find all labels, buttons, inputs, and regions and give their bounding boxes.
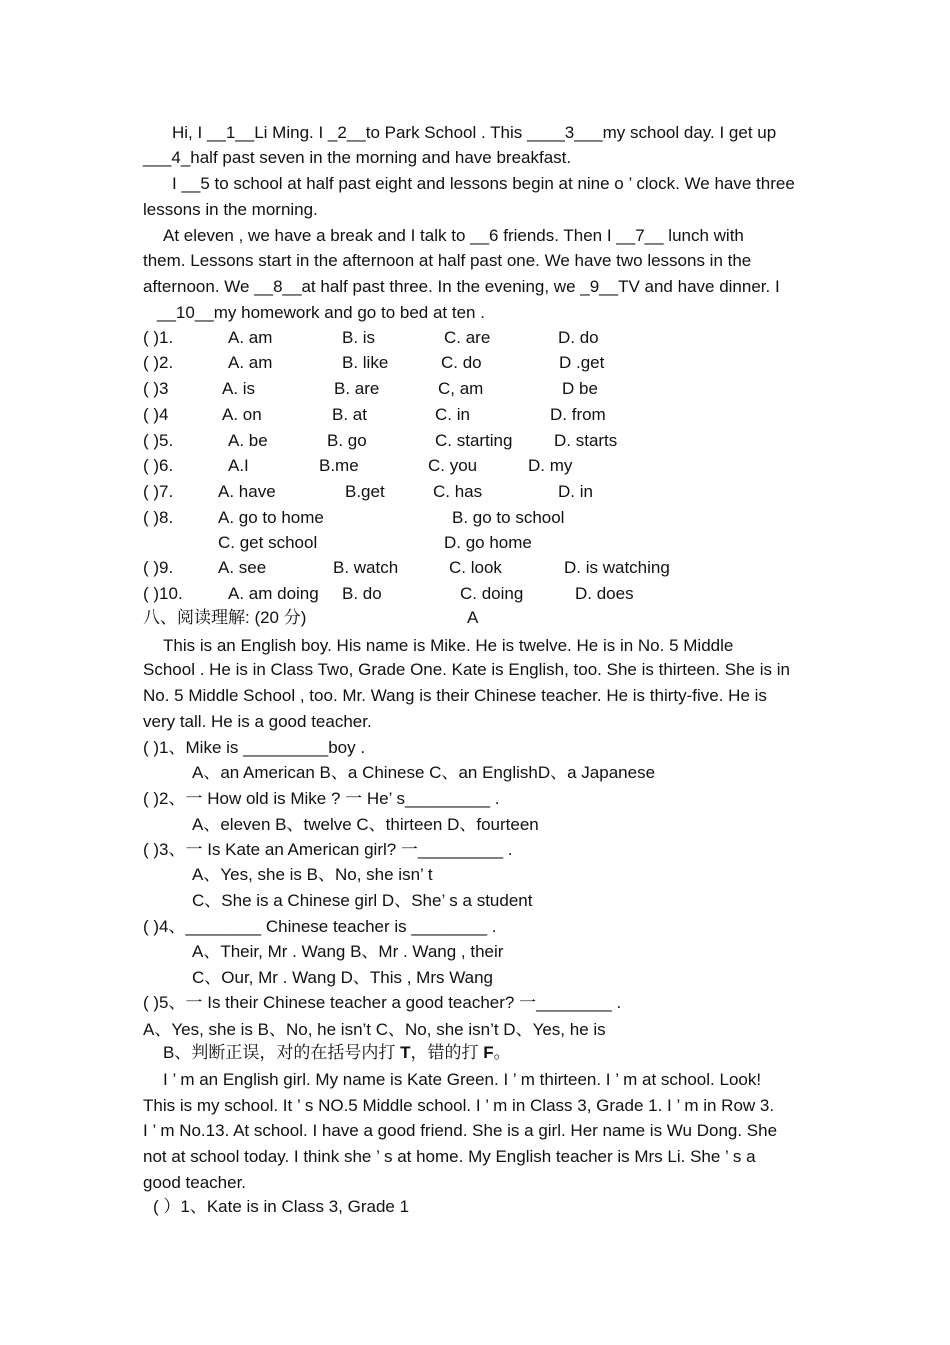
cloze-line-7: afternoon. We __8__at half past three. In the evening, we _9__TV and have dinner. I xyxy=(143,277,780,296)
option-a: A. am xyxy=(228,328,273,347)
option-a: A. is xyxy=(222,379,256,398)
option-a: A.I xyxy=(228,456,249,475)
option-c: C. you xyxy=(428,456,478,475)
reading-part-b-heading xyxy=(163,1043,511,1063)
option-b: B.me xyxy=(319,456,359,475)
option-a: A. go to home xyxy=(218,508,324,527)
option-d: D .get xyxy=(559,353,605,372)
reading-q2-stem: ( )2、一 How old is Mike ? 一 He’ s_________ . xyxy=(143,789,500,808)
reading-heading: 八、阅读理解: (20 分) xyxy=(143,608,307,627)
option-c: C. starting xyxy=(435,431,513,450)
cloze-line-3: I __5 to school at half past eight and lessons begin at nine o ’ clock. We have three xyxy=(172,174,795,193)
option-d: D be xyxy=(562,379,598,398)
option-d: D. my xyxy=(528,456,573,475)
question-number: ( )7. xyxy=(143,482,174,501)
question-number: ( )8. xyxy=(143,508,174,527)
part-b-mid: ，错的打 xyxy=(410,1043,484,1062)
reading-a-line-2: School . He is in Class Two, Grade One. Kate is English, too. She is thirteen. She is in xyxy=(143,660,790,679)
reading-b-line-4: not at school today. I think she ’ s at home. My English teacher is Mrs Li. She ’ s a xyxy=(143,1147,756,1166)
question-number: ( )5. xyxy=(143,431,174,450)
reading-q4-options-2: C、Our, Mr . Wang D、This , Mrs Wang xyxy=(192,968,494,987)
reading-b-line-3: I ’ m No.13. At school. I have a good friend. She is a girl. Her name is Wu Dong. She xyxy=(143,1121,778,1140)
option-a: A. be xyxy=(228,431,268,450)
question-number: ( )10. xyxy=(143,584,183,603)
reading-q3-options-2: C、She is a Chinese girl D、She’ s a student xyxy=(192,891,533,910)
question-number: ( )3 xyxy=(143,379,169,398)
option-c: C. in xyxy=(435,405,470,424)
cloze-line-8: __10__my homework and go to bed at ten . xyxy=(157,303,485,322)
reading-q5-stem: ( )5、一 Is their Chinese teacher a good teacher? 一________ . xyxy=(143,993,622,1012)
reading-b-line-2: This is my school. It ’ s NO.5 Middle school. I ’ m in Class 3, Grade 1. I ’ m in Row 3. xyxy=(143,1096,775,1115)
option-c: C. has xyxy=(433,482,483,501)
reading-part-a-label: A xyxy=(467,608,479,627)
reading-q4-stem: ( )4、________ Chinese teacher is ________ . xyxy=(143,917,497,936)
option-c: C. look xyxy=(449,558,502,577)
reading-b-line-1: I ’ m an English girl. My name is Kate Green. I ’ m thirteen. I ’ m at school. Look! xyxy=(163,1070,762,1089)
option-d: D. starts xyxy=(554,431,618,450)
option-b: B. like xyxy=(342,353,389,372)
tf-question-1: ( ）1、Kate is in Class 3, Grade 1 xyxy=(153,1197,410,1216)
option-d: D. does xyxy=(575,584,634,603)
reading-q1-stem: ( )1、Mike is _________boy . xyxy=(143,738,366,757)
cloze-line-2: ___4_half past seven in the morning and have breakfast. xyxy=(143,148,572,167)
reading-a-line-1: This is an English boy. His name is Mike. He is twelve. He is in No. 5 Middle xyxy=(163,636,734,655)
question-number: ( )2. xyxy=(143,353,174,372)
option-d: D. do xyxy=(558,328,599,347)
cloze-line-6: them. Lessons start in the afternoon at half past one. We have two lessons in the xyxy=(143,251,752,270)
reading-q5-options: A、Yes, she is B、No, he isn’t C、No, she isn’t D、Yes, he is xyxy=(143,1020,606,1039)
option-c: C. do xyxy=(441,353,482,372)
reading-b-line-5: good teacher. xyxy=(143,1173,247,1192)
reading-q3-stem: ( )3、一 Is Kate an American girl? 一_________ . xyxy=(143,840,513,859)
reading-q4-options-1: A、Their, Mr . Wang B、Mr . Wang , their xyxy=(192,942,504,961)
option-b: B. are xyxy=(334,379,380,398)
part-b-true-mark: T xyxy=(400,1043,411,1062)
option-c: C, am xyxy=(438,379,484,398)
option-b: B. is xyxy=(342,328,376,347)
cloze-line-1: Hi, I __1__Li Ming. I _2__to Park School . This ____3___my school day. I get up xyxy=(172,123,777,142)
part-b-false-mark: F xyxy=(483,1043,494,1062)
option-a: A. am xyxy=(228,353,273,372)
reading-q3-options-1: A、Yes, she is B、No, she isn’ t xyxy=(192,865,433,884)
option-a: A. on xyxy=(222,405,262,424)
option-d: D. in xyxy=(558,482,593,501)
question-number: ( )4 xyxy=(143,405,169,424)
option-b: B. at xyxy=(332,405,367,424)
option-a: A. am doing xyxy=(228,584,319,603)
option-d: D. go home xyxy=(444,533,532,552)
question-number: ( )1. xyxy=(143,328,174,347)
option-c: C. doing xyxy=(460,584,524,603)
reading-q2-options: A、eleven B、twelve C、thirteen D、fourteen xyxy=(192,815,539,834)
option-c: C. are xyxy=(444,328,491,347)
option-d: D. from xyxy=(550,405,606,424)
part-b-suffix: 。 xyxy=(493,1043,511,1062)
option-b: B. go to school xyxy=(452,508,565,527)
option-b: B.get xyxy=(345,482,385,501)
question-number: ( )6. xyxy=(143,456,174,475)
part-b-prefix: B、判断正误，对的在括号内打 xyxy=(163,1043,401,1062)
reading-q1-options: A、an American B、a Chinese C、an EnglishD、a Japanese xyxy=(192,763,656,782)
option-b: B. watch xyxy=(333,558,399,577)
question-number: ( )9. xyxy=(143,558,174,577)
option-d: D. is watching xyxy=(564,558,670,577)
option-b: B. go xyxy=(327,431,367,450)
cloze-line-5: At eleven , we have a break and I talk to __6 friends. Then I __7__ lunch with xyxy=(163,226,744,245)
option-a: A. see xyxy=(218,558,267,577)
reading-a-line-3: No. 5 Middle School , too. Mr. Wang is their Chinese teacher. He is thirty-five. He is xyxy=(143,686,767,705)
option-b: B. do xyxy=(342,584,382,603)
option-a: A. have xyxy=(218,482,276,501)
reading-a-line-4: very tall. He is a good teacher. xyxy=(143,712,372,731)
option-c: C. get school xyxy=(218,533,318,552)
cloze-line-4: lessons in the morning. xyxy=(143,200,318,219)
